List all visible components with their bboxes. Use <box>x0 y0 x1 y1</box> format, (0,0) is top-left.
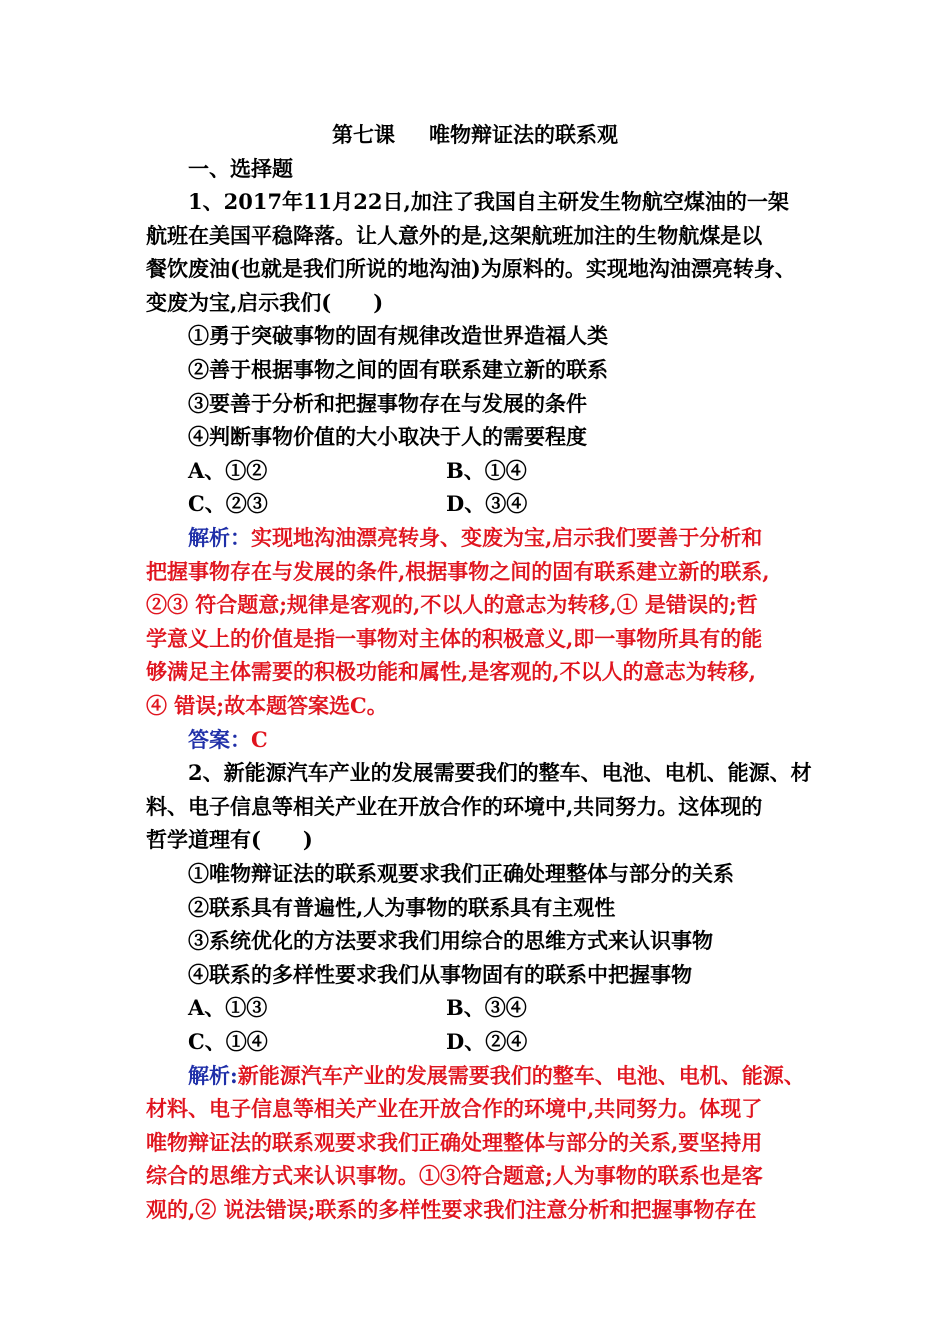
q2-statement-3: ③系统优化的方法要求我们用综合的思维方式来认识事物 <box>188 928 713 953</box>
lesson-number: 第七课 <box>332 122 395 147</box>
q1-stem-line-3: 餐饮废油(也就是我们所说的地沟油)为原料的。实现地沟油漂亮转身、 <box>146 256 796 281</box>
q2-analysis-line-5: 观的,② 说法错误;联系的多样性要求我们注意分析和把握事物存在 <box>146 1197 757 1222</box>
q1-analysis-label: 解析： <box>188 525 251 550</box>
q2-analysis-line-3: 唯物辩证法的联系观要求我们正确处理整体与部分的关系,要坚持用 <box>146 1130 763 1155</box>
q2-analysis-line-1 <box>188 1061 805 1091</box>
q2-analysis-line-2: 材料、电子信息等相关产业在开放合作的环境中,共同努力。体现了 <box>146 1096 763 1121</box>
q1-stem-line-2: 航班在美国平稳降落。让人意外的是,这架航班加注的生物航煤是以 <box>146 223 763 248</box>
q1-option-a: A、①② <box>188 458 268 483</box>
q2-option-b: B、③④ <box>446 995 527 1020</box>
q1-statement-4: ④判断事物价值的大小取决于人的需要程度 <box>188 424 587 449</box>
q1-analysis-line-4: 学意义上的价值是指一事物对主体的积极意义,即一事物所具有的能 <box>146 626 763 651</box>
q2-option-d: D、②④ <box>446 1029 528 1054</box>
q1-option-c: C、②③ <box>188 491 268 516</box>
page-title <box>0 120 950 150</box>
q1-option-d: D、③④ <box>446 491 528 516</box>
q1-statement-2: ②善于根据事物之间的固有联系建立新的联系 <box>188 357 608 382</box>
lesson-topic: 唯物辩证法的联系观 <box>429 122 618 147</box>
q2-option-a: A、①③ <box>188 995 268 1020</box>
q1-answer: C <box>251 727 268 752</box>
q1-answer-line <box>188 725 268 755</box>
q1-analysis-line-1 <box>188 523 762 553</box>
q1-option-b: B、①④ <box>446 458 527 483</box>
q1-analysis-line-3: ②③ 符合题意;规律是客观的,不以人的意志为转移,① 是错误的;哲 <box>146 592 758 617</box>
q2-stem-line-3: 哲学道理有( ) <box>146 827 313 852</box>
q1-stem-line-1: 1、2017年11月22日,加注了我国自主研发生物航空煤油的一架 <box>188 189 789 214</box>
q2-analysis-text-1: 新能源汽车产业的发展需要我们的整车、电池、电机、能源、 <box>237 1063 805 1088</box>
q2-statement-2: ②联系具有普遍性,人为事物的联系具有主观性 <box>188 895 616 920</box>
q1-stem-line-4: 变废为宝,启示我们( ) <box>146 290 384 315</box>
q1-analysis-line-6: ④ 错误;故本题答案选C。 <box>146 693 388 718</box>
q2-statement-4: ④联系的多样性要求我们从事物固有的联系中把握事物 <box>188 962 692 987</box>
q2-analysis-label: 解析: <box>188 1063 238 1088</box>
q2-option-c: C、①④ <box>188 1029 268 1054</box>
q1-answer-label: 答案： <box>188 727 251 752</box>
q2-stem-line-2: 料、电子信息等相关产业在开放合作的环境中,共同努力。这体现的 <box>146 794 763 819</box>
q1-statement-1: ①勇于突破事物的固有规律改造世界造福人类 <box>188 323 608 348</box>
section-heading: 一、选择题 <box>188 156 293 181</box>
q1-analysis-line-5: 够满足主体需要的积极功能和属性,是客观的,不以人的意志为转移, <box>146 659 756 684</box>
q2-stem-line-1: 2、新能源汽车产业的发展需要我们的整车、电池、电机、能源、材 <box>188 760 812 785</box>
q2-statement-1: ①唯物辩证法的联系观要求我们正确处理整体与部分的关系 <box>188 861 734 886</box>
q2-analysis-line-4: 综合的思维方式来认识事物。①③符合题意;人为事物的联系也是客 <box>146 1163 763 1188</box>
q1-analysis-text-1: 实现地沟油漂亮转身、变废为宝,启示我们要善于分析和 <box>251 525 763 550</box>
q1-statement-3: ③要善于分析和把握事物存在与发展的条件 <box>188 391 587 416</box>
q1-analysis-line-2: 把握事物存在与发展的条件,根据事物之间的固有联系建立新的联系, <box>146 559 770 584</box>
